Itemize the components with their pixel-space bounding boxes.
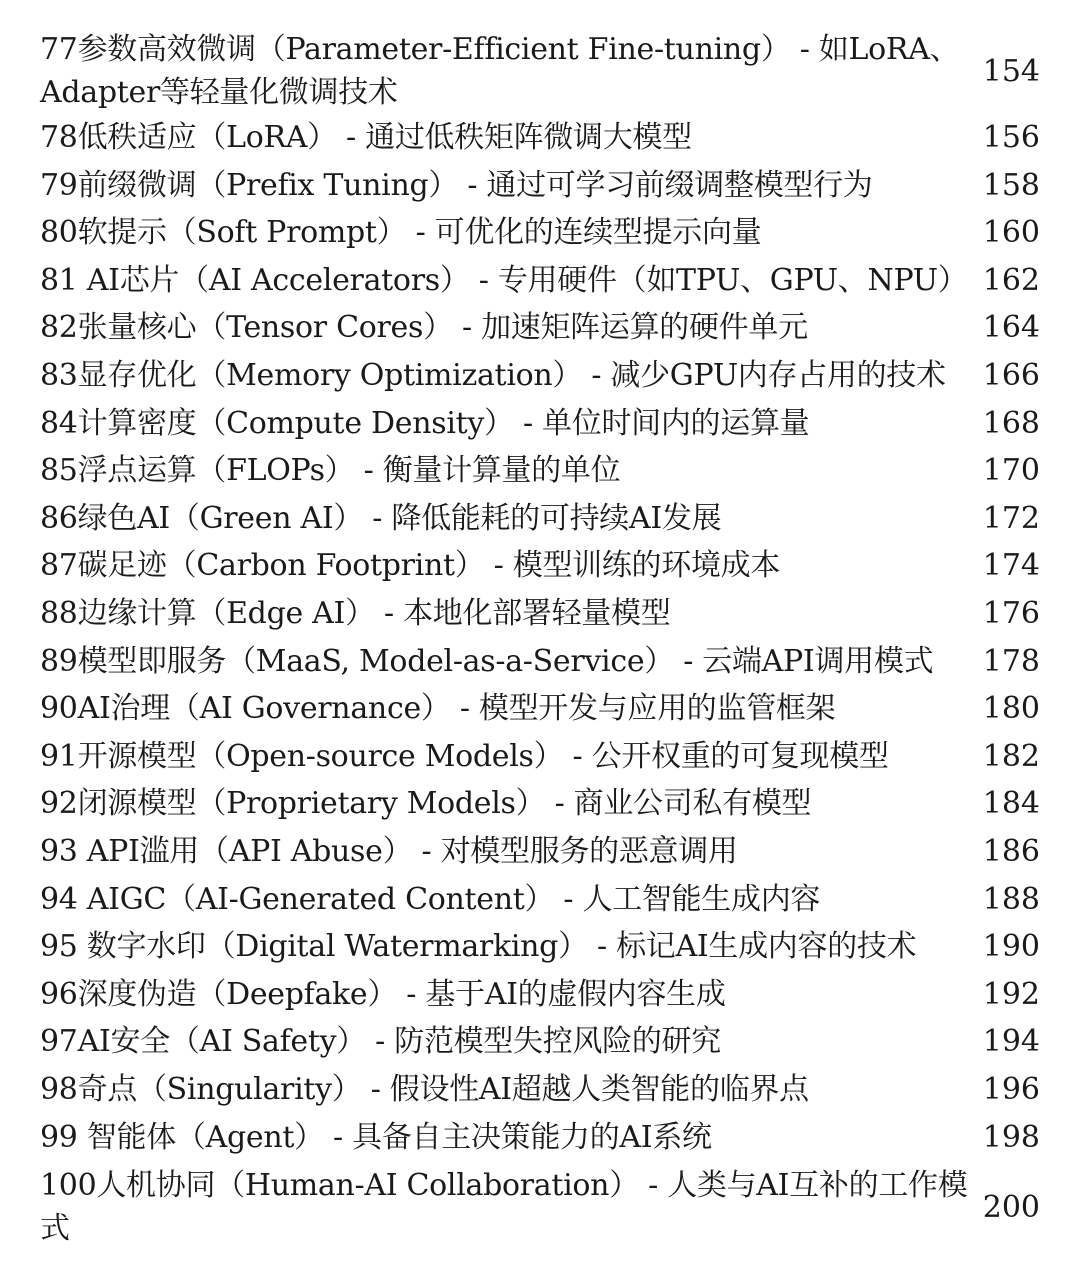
toc-entry-text: 96深度伪造（Deepfake） - 基于AI的虚假内容生成 [40,977,726,1012]
toc-entry-page: 154 [982,53,1040,89]
toc-entry-page: 184 [982,786,1040,821]
toc-entry-text: 78低秩适应（LoRA） - 通过低秩矩阵微调大模型 [40,120,692,155]
toc-entry-text: 88边缘计算（Edge AI） - 本地化部署轻量模型 [40,596,671,631]
toc-entry-82 [40,306,1040,349]
toc-entry-page: 196 [982,1072,1040,1107]
toc-entry-91 [40,735,1040,778]
toc-entry-81 [40,259,1040,302]
toc-entry-page: 182 [982,739,1040,774]
toc-entry-89 [40,640,1040,683]
toc-entry-page: 194 [982,1024,1040,1059]
toc-entry-text: 89模型即服务（MaaS, Model-as-a-Service） - 云端API调用模式 [40,644,934,679]
toc-entry-text: 93 API滥用（API Abuse） - 对模型服务的恶意调用 [40,834,738,869]
toc-entry-93 [40,830,1040,873]
toc-entry-page: 162 [982,263,1040,298]
toc-entry-text: 97AI安全（AI Safety） - 防范模型失控风险的研究 [40,1024,721,1059]
toc-entry-text: 82张量核心（Tensor Cores） - 加速矩阵运算的硬件单元 [40,310,808,345]
toc-entry-86 [40,497,1040,540]
toc-entry-text: 80软提示（Soft Prompt） - 可优化的连续型提示向量 [40,215,762,250]
toc-entry-94 [40,878,1040,921]
toc-entry-text: 94 AIGC（AI-Generated Content） - 人工智能生成内容 [40,882,821,917]
toc-entry-83 [40,354,1040,397]
toc-entry-88 [40,592,1040,635]
toc-entry-78 [40,116,1040,159]
toc-entry-page: 180 [982,691,1040,726]
toc-entry-97 [40,1020,1040,1063]
toc-entry-text: 87碳足迹（Carbon Footprint） - 模型训练的环境成本 [40,548,781,583]
toc-entry-text: 99 智能体（Agent） - 具备自主决策能力的AI系统 [40,1120,712,1155]
toc-entry-text: 81 AI芯片（AI Accelerators） - 专用硬件（如TPU、GPU、NPU） [40,263,968,298]
toc-entry-page: 166 [982,358,1040,393]
toc-entry-page: 188 [982,882,1040,917]
toc-entry-page: 172 [982,501,1040,536]
toc-entry-page: 198 [982,1120,1040,1155]
toc-entry-text: 95 数字水印（Digital Watermarking） - 标记AI生成内容的技术 [40,929,917,964]
toc-entry-text: 92闭源模型（Proprietary Models） - 商业公司私有模型 [40,786,812,821]
toc-entry-96 [40,973,1040,1016]
toc-entry-page: 156 [982,120,1040,155]
toc-entry-text: 79前缀微调（Prefix Tuning） - 通过可学习前缀调整模型行为 [40,168,873,203]
toc-entry-79 [40,164,1040,207]
toc-entry-text: 91开源模型（Open-source Models） - 公开权重的可复现模型 [40,739,889,774]
toc-entry-84 [40,402,1040,445]
toc-entry-90 [40,687,1040,730]
toc-entry-text: 100人机协同（Human-AI Collaboration） - 人类与AI互补的工作模式 [40,1168,968,1246]
toc-entry-page: 192 [982,977,1040,1012]
toc-entry-page: 174 [982,548,1040,583]
toc-entry-85 [40,449,1040,492]
toc-entry-page: 178 [982,644,1040,679]
toc-entry-text: 85浮点运算（FLOPs） - 衡量计算量的单位 [40,453,621,488]
toc-entry-80 [40,211,1040,254]
toc-entry-text: 86绿色AI（Green AI） - 降低能耗的可持续AI发展 [40,501,722,536]
toc-entry-95 [40,925,1040,968]
toc-entry-87 [40,544,1040,587]
toc-entry-page: 190 [982,929,1040,964]
toc-entry-page: 168 [982,406,1040,441]
toc-entry-92 [40,782,1040,825]
toc-entry-99 [40,1116,1040,1159]
toc-entry-text: 77参数高效微调（Parameter-Efficient Fine-tuning） - 如LoRA、Adapter等轻量化微调技术 [40,32,960,110]
toc-entry-page: 176 [982,596,1040,631]
toc-entry-text: 90AI治理（AI Governance） - 模型开发与应用的监管框架 [40,691,836,726]
toc-entry-100 [40,1164,1040,1250]
toc-entry-page: 158 [982,168,1040,203]
toc-entry-page: 200 [982,1189,1040,1225]
toc-entry-98 [40,1068,1040,1111]
toc-entry-text: 83显存优化（Memory Optimization） - 减少GPU内存占用的技术 [40,358,946,393]
toc-entry-text: 84计算密度（Compute Density） - 单位时间内的运算量 [40,406,810,441]
toc-entry-text: 98奇点（Singularity） - 假设性AI超越人类智能的临界点 [40,1072,809,1107]
toc-entry-77 [40,28,1040,114]
toc-entry-page: 170 [982,453,1040,488]
toc-entry-page: 186 [982,834,1040,869]
toc-entry-page: 160 [982,215,1040,250]
toc-entry-page: 164 [982,310,1040,345]
